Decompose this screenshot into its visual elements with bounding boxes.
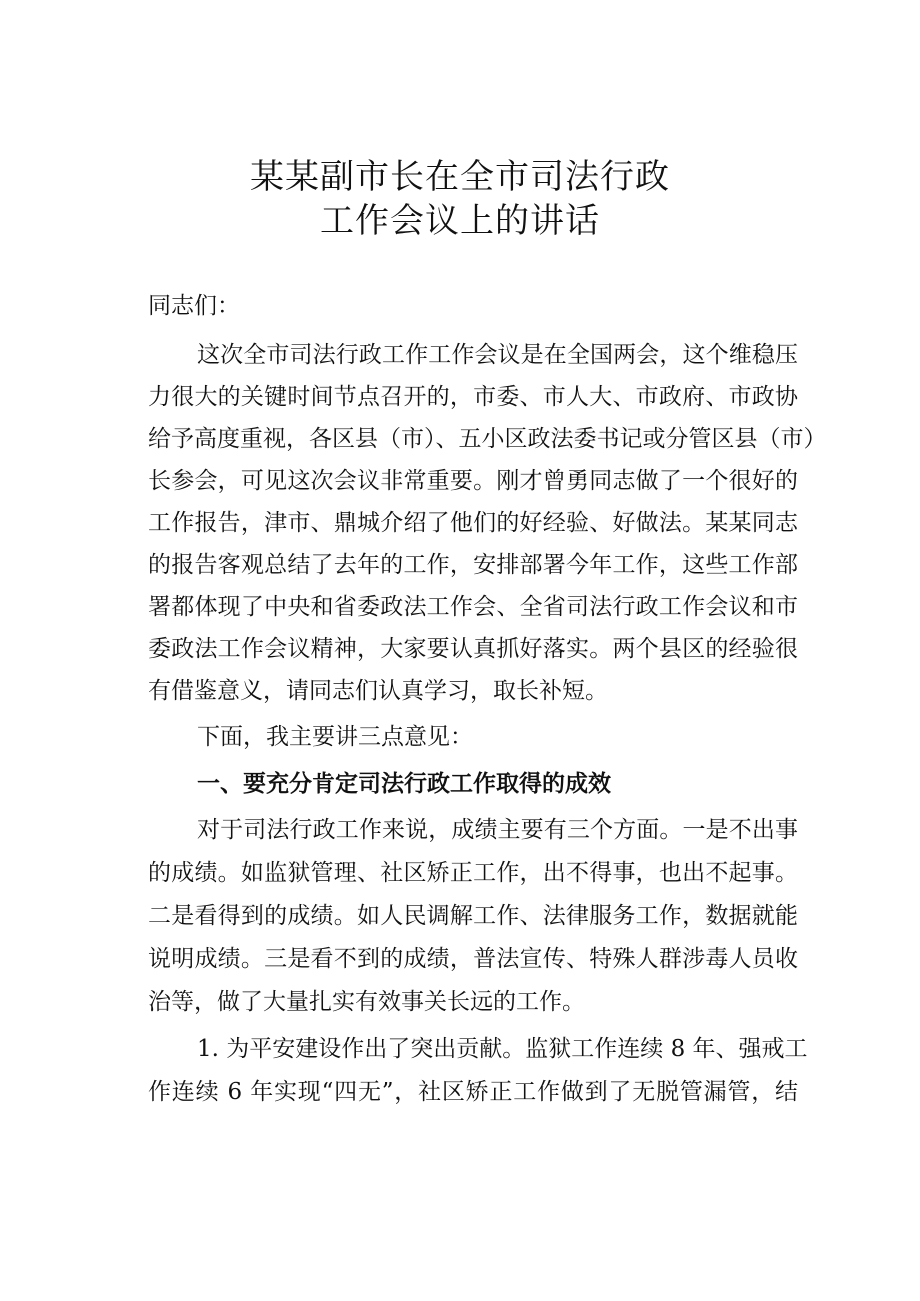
paragraph-line: 长参会，可见这次会议非常重要。刚才曾勇同志做了一个很好的 <box>148 468 798 494</box>
paragraph-line: 工作报告，津市、鼎城介绍了他们的好经验、好做法。某某同志 <box>148 510 798 536</box>
section-heading: 一、要充分肯定司法行政工作取得的成效 <box>197 771 611 797</box>
paragraph-line: 的报告客观总结了去年的工作，安排部署今年工作，这些工作部 <box>148 552 798 578</box>
paragraph-line: 作连续 6 年实现“四无”，社区矫正工作做到了无脱管漏管，结 <box>148 1079 798 1105</box>
paragraph-line: 委政法工作会议精神，大家要认真抓好落实。两个县区的经验很 <box>148 636 798 662</box>
paragraph-line: 说明成绩。三是看不到的成绩，普法宣传、特殊人群涉毒人员收 <box>148 946 798 972</box>
paragraph-line: 给予高度重视，各区县（市）、五小区政法委书记或分管区县（市） <box>148 426 827 452</box>
paragraph-line: 这次全市司法行政工作工作会议是在全国两会，这个维稳压 <box>197 342 798 368</box>
document-title-line-1: 某某副市长在全市司法行政 <box>250 157 670 197</box>
paragraph-line: 的成绩。如监狱管理、社区矫正工作，出不得事，也出不起事。 <box>148 860 798 886</box>
paragraph-line: 1. 为平安建设作出了突出贡献。监狱工作连续 8 年、强戒工 <box>197 1036 808 1062</box>
paragraph-line: 对于司法行政工作来说，成绩主要有三个方面。一是不出事 <box>197 817 798 843</box>
paragraph-line: 下面，我主要讲三点意见： <box>197 724 473 750</box>
paragraph-line: 有借鉴意义，请同志们认真学习，取长补短。 <box>148 678 608 704</box>
paragraph-line: 治等，做了大量扎实有效事关长远的工作。 <box>148 989 585 1015</box>
document-title-line-2: 工作会议上的讲话 <box>320 201 600 241</box>
paragraph-line: 二是看得到的成绩。如人民调解工作、法律服务工作，数据就能 <box>148 903 798 929</box>
salutation: 同志们： <box>148 293 240 319</box>
paragraph-line: 署都体现了中央和省委政法工作会、全省司法行政工作会议和市 <box>148 594 798 620</box>
paragraph-line: 力很大的关键时间节点召开的，市委、市人大、市政府、市政协 <box>148 384 798 410</box>
